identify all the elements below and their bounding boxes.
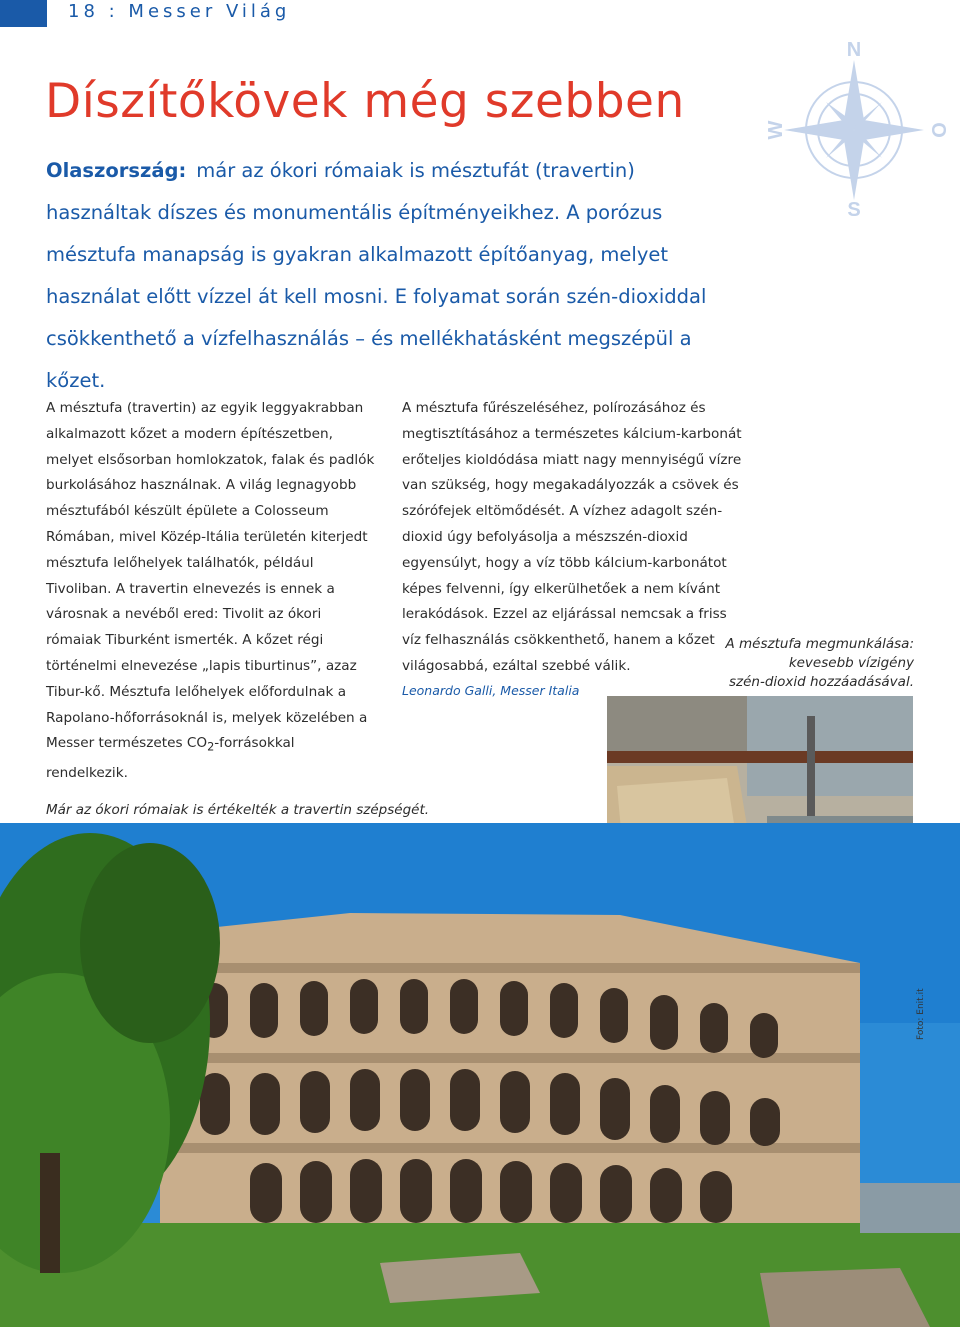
photo-credit: Foto: Enit.it [916,988,926,1040]
lead-paragraph [46,150,746,402]
lead-text: már az ókori rómaiak is mésztufát (travertin) használtak díszes és monumentális építményeikhez. A porózus mésztufa manapság is gyakran alkalmazott építőanyag, melyet használat előtt vízzel át kell mosni. E folyamat során szén-dioxiddal csökkenthető a vízfelhasználás – és mellékhatásként megszépül a kőzet. [46,159,707,392]
lead-country: Olaszország: [46,159,187,182]
caption-colosseum-photo: Már az ókori rómaiak is értékelték a travertin szépségét. [46,802,430,818]
caption-line-3: szén-dioxid hozzáadásával. [728,674,914,690]
col1-text: A mésztufa (travertin) az egyik leggyakrabban alkalmazott kőzet a modern építészetben, melyet elsősorban homlokzatok, falak és padlók burkolásához használnak. A világ legnagyobb mésztufából készült épülete a Colosseum Rómában, mivel Közép-Itália területén kiterjedt mésztufa lelőhelyek találhatók, például Tivoliban. A travertin elnevezés is ennek a városnak a nevéből ered: Tivolit az ókori rómaiak Tiburként ismerték. A kőzet régi történelmi elnevezése „lapis tiburtinus”, azaz Tibur-kő. Mésztufa lelőhelyek előfordulnak a Rapolano-hőforrásoknál is, melyek közelében a Messer természetes CO [46,400,375,752]
header-accent-block [0,0,47,27]
col1-subscript: 2 [207,740,215,755]
caption-workshop-photo [664,635,914,692]
col1-text-end: -forrásokkal rendelkezik. [46,735,295,781]
author-signature: Leonardo Galli, Messer Italia [402,683,580,698]
colosseum-photo [0,823,960,1327]
article-title: Díszítőkövek még szebben [45,74,685,129]
compass-south-label: S [847,199,861,221]
compass-west-label: W [765,120,787,140]
caption-line-2: kevesebb vízigény [788,655,914,671]
body-column-right: A mésztufa fűrészeléséhez, polírozásához és megtisztításához a természetes kálcium-karbonát erőteljes kioldódása miatt nagy mennyiségű vízre van szükség, hogy megakadályozzák a csövek és szórófejek eltömődését. A vízhez adagolt szén-dioxid úgy befolyásolja a mészszén-dioxid egyensúlyt, hogy a víz több kálcium-karbonátot képes felvenni, így elkerülhetőek a nem kívánt lerakódások. Ezzel az eljárással nemcsak a friss víz felhasználás csökkenthető, hanem a kőzet világosabbá, ezáltal szebbé válik. [402,400,742,674]
compass-rose-icon [765,38,949,223]
page-header: 18 : Messer Világ [68,1,291,22]
caption-line-1: A mésztufa megmunkálása: [725,636,914,652]
compass-north-label: N [846,39,862,61]
body-column-left [46,396,378,787]
compass-east-label: O [927,122,949,138]
